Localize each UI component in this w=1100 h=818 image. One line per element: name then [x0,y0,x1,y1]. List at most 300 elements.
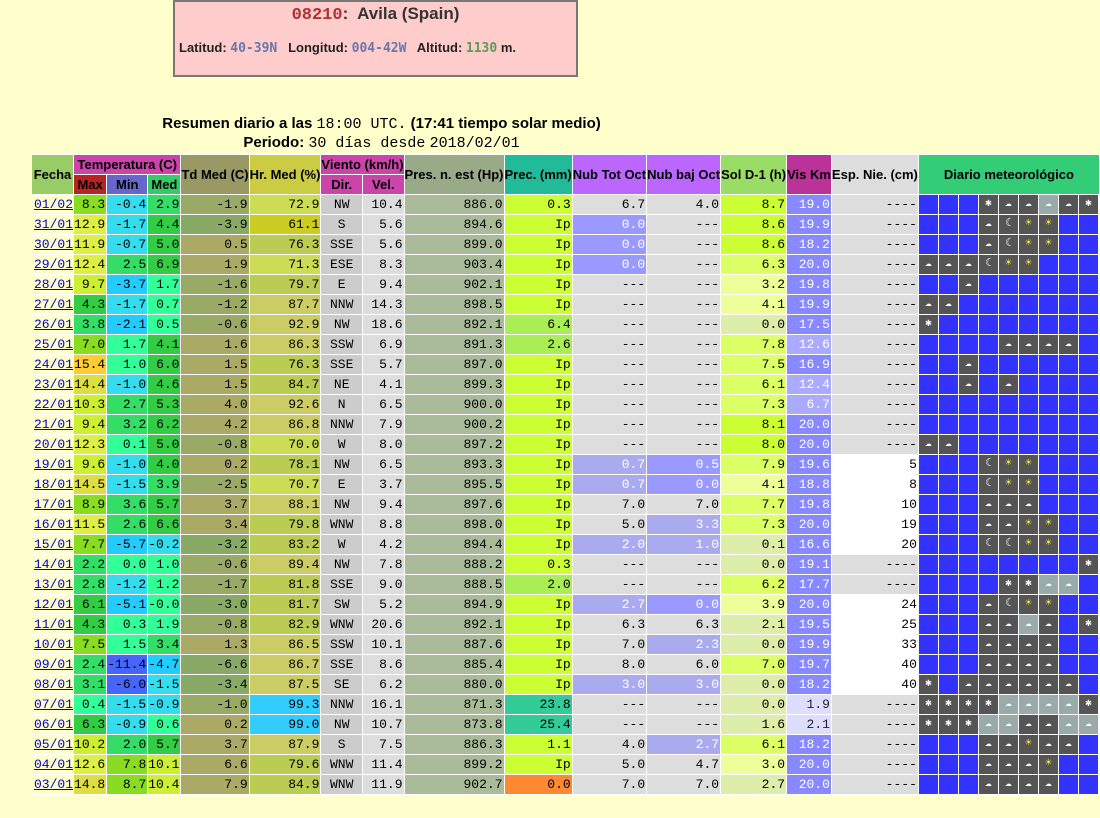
cloud-total: --- [572,295,646,315]
cloud-icon: ☁ [1019,335,1039,354]
visibility: 19.9 [787,295,832,315]
snow-depth: 10 [831,495,918,515]
table-row [32,635,1100,655]
cloud-low: --- [647,275,721,295]
date-link[interactable] [32,655,74,675]
lon-value: 004-42W [351,41,407,56]
cloud-low: --- [647,255,721,275]
date-link[interactable]: 29/01 [34,257,74,272]
max-temp: 7.7 [74,535,107,555]
station-title: 08210: Avila (Spain) [291,4,460,25]
cloud-icon: ☁ [1059,735,1079,754]
precipitation: Ip [504,515,572,535]
empty-slot [959,215,979,234]
cloud-icon: ☁ [999,655,1019,674]
date-link[interactable]: 15/01 [34,537,74,552]
wind-speed: 10.1 [362,635,404,655]
empty-slot [1039,315,1059,334]
cloud-icon: ☁ [959,275,979,294]
empty-slot [959,555,979,574]
empty-slot [979,295,999,314]
empty-slot [939,275,959,294]
sunshine: 3.0 [721,755,787,775]
date-link[interactable] [32,295,74,315]
cloud-low: --- [647,415,721,435]
date-link[interactable]: 16/01 [34,517,74,532]
med-temp: 4.4 [148,215,181,235]
empty-slot [939,215,959,234]
date-link[interactable]: 10/01 [34,637,74,652]
dew-point: -3.9 [181,215,249,235]
pressure: 897.2 [404,435,504,455]
cloud-icon: ☁ [999,335,1019,354]
pressure: 899.3 [404,375,504,395]
min-temp: -5.7 [107,535,148,555]
date-link[interactable] [32,695,74,715]
date-link[interactable]: 31/01 [34,217,74,232]
table-row [32,355,1100,375]
wind-speed: 11.4 [362,755,404,775]
wind-speed: 5.6 [362,215,404,235]
sunshine: 8.7 [721,195,787,215]
dew-point: -1.9 [181,195,249,215]
cloud-total: 5.0 [572,515,646,535]
humidity: 92.6 [249,395,321,415]
date-link[interactable]: 19/01 [34,457,74,472]
cloud-total: --- [572,395,646,415]
wind-dir: SSW [321,335,363,355]
humidity: 87.5 [249,675,321,695]
sun-icon: ☀ [1019,235,1039,254]
empty-slot [959,475,979,494]
cloud-low: 6.3 [647,615,721,635]
date-link[interactable]: 11/01 [34,617,74,632]
empty-slot [1039,475,1059,494]
table-row [32,235,1100,255]
date-link[interactable] [32,335,74,355]
date-link[interactable] [32,515,74,535]
empty-slot [919,555,939,574]
date-link[interactable]: 09/01 [34,657,74,672]
empty-slot [1039,255,1059,274]
wind-speed: 16.1 [362,695,404,715]
date-link[interactable] [32,555,74,575]
min-temp: -5.1 [107,595,148,615]
cloud-total: --- [572,315,646,335]
empty-slot [979,435,999,454]
station-info-box [173,0,578,77]
snow-icon: ✱ [1079,195,1099,214]
table-row [32,615,1100,635]
date-link[interactable] [32,415,74,435]
weather-icons [918,495,1099,515]
min-temp: -1.0 [107,455,148,475]
date-link[interactable]: 06/01 [34,717,74,732]
wind-speed: 6.5 [362,455,404,475]
empty-slot [1079,595,1099,614]
empty-slot [919,475,939,494]
precipitation: Ip [504,615,572,635]
date-link[interactable] [32,775,74,795]
moon-icon: ☾ [999,595,1019,614]
precipitation: Ip [504,635,572,655]
dew-point: 7.9 [181,775,249,795]
sun-icon: ☀ [1039,535,1059,554]
empty-slot [1019,555,1039,574]
date-link[interactable] [32,435,74,455]
date-link[interactable]: 25/01 [34,337,74,352]
weather-icons [918,295,1099,315]
period-date: 2018/02/01 [429,135,520,152]
wind-dir: WNW [321,515,363,535]
humidity: 71.3 [249,255,321,275]
max-temp: 3.1 [74,675,107,695]
date-link[interactable] [32,615,74,635]
cloud-total: 0.7 [572,455,646,475]
humidity: 61.1 [249,215,321,235]
date-link[interactable]: 07/01 [34,697,74,712]
snow-icon: ✱ [979,695,999,714]
wind-dir: NNW [321,695,363,715]
snow-icon: ✱ [999,575,1019,594]
empty-slot [1059,375,1079,394]
weather-icons [918,655,1099,675]
cloud-icon: ☁ [1059,335,1079,354]
date-link[interactable] [32,675,74,695]
sun-icon: ☀ [1019,475,1039,494]
weather-icons [918,315,1099,335]
visibility: 19.7 [787,655,832,675]
snow-depth: ---- [831,735,918,755]
table-row [32,735,1100,755]
date-link[interactable]: 17/01 [34,497,74,512]
cloud-total: --- [572,335,646,355]
empty-slot [979,555,999,574]
cloud-low: 3.3 [647,515,721,535]
sun-icon: ☀ [1019,255,1039,274]
pressure: 902.7 [404,775,504,795]
date-link[interactable] [32,735,74,755]
pressure: 891.3 [404,335,504,355]
dew-point: -0.6 [181,315,249,335]
col-diario: Diario meteorológico [918,155,1099,195]
empty-slot [1059,275,1079,294]
weather-icons [918,215,1099,235]
cloud-icon: ☁ [1039,715,1059,734]
empty-slot [1019,275,1039,294]
min-temp: 0.3 [107,615,148,635]
date-link[interactable]: 01/02 [34,197,74,212]
empty-slot [979,375,999,394]
date-link[interactable]: 03/01 [34,777,74,792]
cloud-low: --- [647,695,721,715]
precipitation: 0.0 [504,775,572,795]
empty-slot [1039,555,1059,574]
visibility: 12.4 [787,375,832,395]
wind-speed: 3.7 [362,475,404,495]
cloud-icon: ☁ [979,655,999,674]
wind-speed: 7.8 [362,555,404,575]
date-link[interactable]: 21/01 [34,417,74,432]
snow-icon: ✱ [1079,695,1099,714]
table-row [32,255,1100,275]
empty-slot [939,475,959,494]
max-temp: 2.4 [74,655,107,675]
med-temp: -4.7 [148,655,181,675]
max-temp: 12.4 [74,255,107,275]
col-td: Td Med (C) [181,155,249,195]
max-temp: 12.6 [74,755,107,775]
date-link[interactable] [32,355,74,375]
date-link[interactable]: 26/01 [34,317,74,332]
date-link[interactable] [32,315,74,335]
empty-slot [1059,535,1079,554]
snow-depth: ---- [831,215,918,235]
date-link[interactable] [32,375,74,395]
date-link[interactable]: 13/01 [34,577,74,592]
sun-icon: ☀ [1019,215,1039,234]
min-temp: 0.0 [107,555,148,575]
wind-dir: SSE [321,655,363,675]
precipitation: 1.1 [504,735,572,755]
min-temp: -1.2 [107,575,148,595]
pressure: 892.1 [404,315,504,335]
sunshine: 3.2 [721,275,787,295]
empty-slot [959,455,979,474]
pressure: 894.4 [404,535,504,555]
date-link[interactable]: 22/01 [34,397,74,412]
empty-slot [959,295,979,314]
cloud-total: 3.0 [572,675,646,695]
lon-label: Longitud: [288,40,349,55]
empty-slot [1019,295,1039,314]
humidity: 70.7 [249,475,321,495]
date-link[interactable] [32,595,74,615]
med-temp: 5.0 [148,235,181,255]
sun-icon: ☀ [999,475,1019,494]
weather-icons [918,415,1099,435]
table-row [32,335,1100,355]
precipitation: Ip [504,275,572,295]
cloud-icon: ☁ [979,595,999,614]
empty-slot [959,495,979,514]
visibility: 19.9 [787,635,832,655]
wind-dir: E [321,475,363,495]
min-temp: 1.5 [107,635,148,655]
date-link[interactable]: 14/01 [34,557,74,572]
wind-dir: SSE [321,575,363,595]
empty-slot [1019,435,1039,454]
table-row [32,515,1100,535]
empty-slot [939,375,959,394]
empty-slot [919,235,939,254]
weather-icons [918,635,1099,655]
cloud-low: 4.7 [647,755,721,775]
cloud-low: --- [647,575,721,595]
date-link[interactable] [32,755,74,775]
empty-slot [1059,775,1079,794]
pressure: 897.0 [404,355,504,375]
col-med: Med [148,175,181,195]
sunshine: 6.3 [721,255,787,275]
cloud-total: 2.0 [572,535,646,555]
empty-slot [979,355,999,374]
empty-slot [919,535,939,554]
sun-icon: ☀ [1019,455,1039,474]
med-temp: -1.5 [148,675,181,695]
empty-slot [959,195,979,214]
date-link[interactable] [32,275,74,295]
med-temp: 1.9 [148,615,181,635]
weather-icons [918,515,1099,535]
date-link[interactable]: 20/01 [34,437,74,452]
date-link[interactable] [32,195,74,215]
weather-icons [918,335,1099,355]
med-temp: 1.2 [148,575,181,595]
sunshine: 2.7 [721,775,787,795]
table-row [32,575,1100,595]
humidity: 79.6 [249,755,321,775]
date-link[interactable]: 08/01 [34,677,74,692]
cloud-icon: ☁ [1039,735,1059,754]
empty-slot [919,615,939,634]
max-temp: 9.7 [74,275,107,295]
wind-speed: 5.6 [362,235,404,255]
empty-slot [919,415,939,434]
col-max: Max [74,175,107,195]
date-link[interactable] [32,395,74,415]
date-link[interactable]: 04/01 [34,757,74,772]
empty-slot [939,535,959,554]
table-row [32,595,1100,615]
date-link[interactable] [32,715,74,735]
wind-speed: 6.2 [362,675,404,695]
cloud-icon: ☁ [979,515,999,534]
med-temp: 6.2 [148,415,181,435]
dew-point: -0.6 [181,555,249,575]
snow-depth: 20 [831,535,918,555]
sunshine: 0.1 [721,535,787,555]
date-link[interactable] [32,475,74,495]
empty-slot [1059,655,1079,674]
humidity: 99.3 [249,695,321,715]
cloud-total: 4.0 [572,735,646,755]
weather-icons [918,755,1099,775]
date-link[interactable]: 18/01 [34,477,74,492]
sunshine: 4.1 [721,295,787,315]
empty-slot [1039,495,1059,514]
max-temp: 8.3 [74,195,107,215]
empty-slot [1019,355,1039,374]
date-link[interactable] [32,535,74,555]
cloud-icon: ☁ [979,775,999,794]
empty-slot [939,675,959,694]
date-link[interactable] [32,235,74,255]
precipitation: Ip [504,535,572,555]
empty-slot [939,335,959,354]
wind-speed: 6.9 [362,335,404,355]
humidity: 88.1 [249,495,321,515]
snow-icon: ✱ [959,715,979,734]
empty-slot [1079,655,1099,674]
date-link[interactable]: 12/01 [34,597,74,612]
min-temp: -1.5 [107,475,148,495]
date-link[interactable] [32,455,74,475]
max-temp: 11.5 [74,515,107,535]
med-temp: 2.9 [148,195,181,215]
snow-depth: ---- [831,255,918,275]
cloud-total: 6.7 [572,195,646,215]
sunshine: 7.8 [721,335,787,355]
cloud-icon: ☁ [999,675,1019,694]
empty-slot [1079,215,1099,234]
med-temp: 0.5 [148,315,181,335]
pressure: 900.2 [404,415,504,435]
date-link[interactable] [32,575,74,595]
sunshine: 6.2 [721,575,787,595]
empty-slot [1079,275,1099,294]
sunshine: 2.1 [721,615,787,635]
empty-slot [919,375,939,394]
date-link[interactable]: 27/01 [34,297,74,312]
empty-slot [939,575,959,594]
snow-depth: ---- [831,755,918,775]
date-link[interactable]: 05/01 [34,737,74,752]
empty-slot [919,395,939,414]
wind-dir: NW [321,495,363,515]
med-temp: 4.6 [148,375,181,395]
date-link[interactable] [32,215,74,235]
empty-slot [1059,355,1079,374]
min-temp: 2.5 [107,255,148,275]
empty-slot [939,735,959,754]
date-link[interactable]: 28/01 [34,277,74,292]
cloud-low: 0.0 [647,475,721,495]
date-link[interactable] [32,255,74,275]
sunshine: 8.0 [721,435,787,455]
min-temp: -0.4 [107,195,148,215]
sunshine: 8.1 [721,415,787,435]
date-link[interactable]: 23/01 [34,377,74,392]
dew-point: 0.5 [181,235,249,255]
light-cloud-icon: ☁ [1019,695,1039,714]
empty-slot [919,775,939,794]
empty-slot [959,775,979,794]
sunshine: 1.6 [721,715,787,735]
precipitation: 25.4 [504,715,572,735]
min-temp: -0.7 [107,235,148,255]
col-sol: Sol D-1 (h) [721,155,787,195]
empty-slot [959,635,979,654]
cloud-icon: ☁ [999,635,1019,654]
sunshine: 6.1 [721,735,787,755]
med-temp: 1.7 [148,275,181,295]
sunshine: 4.1 [721,475,787,495]
date-link[interactable]: 24/01 [34,357,74,372]
sun-icon: ☀ [1019,535,1039,554]
wind-dir: NW [321,555,363,575]
cloud-icon: ☁ [919,295,939,314]
visibility: 19.6 [787,455,832,475]
humidity: 86.8 [249,415,321,435]
date-link[interactable] [32,495,74,515]
visibility: 6.7 [787,395,832,415]
med-temp: 10.4 [148,775,181,795]
light-cloud-icon: ☁ [1019,615,1039,634]
date-link[interactable]: 30/01 [34,237,74,252]
max-temp: 7.5 [74,635,107,655]
date-link[interactable] [32,635,74,655]
